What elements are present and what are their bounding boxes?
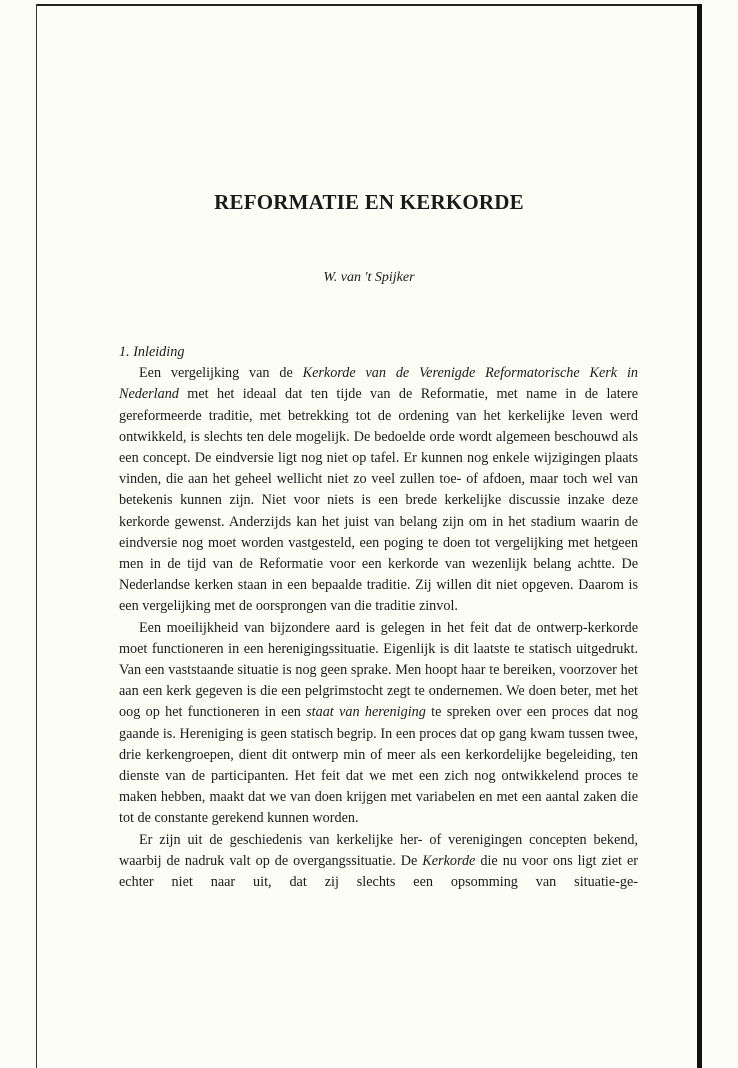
emphasized-text: Kerkorde van de Verenigde Reformatorische Kerk in Nederland: [119, 365, 638, 403]
scan-edge-top: [36, 4, 702, 6]
section-heading: [119, 342, 638, 363]
scan-edge-right: [697, 4, 702, 1068]
article-title: REFORMATIE EN KERKORDE: [214, 190, 524, 214]
section-title: Inleiding: [133, 344, 185, 360]
paragraph-1: [119, 363, 638, 617]
article-body: [119, 342, 638, 893]
text-run: die nu voor ons ligt ziet er echter niet naar uit, dat zij slechts een opsomming van situatie-ge-: [119, 852, 638, 891]
paragraph-2: [119, 618, 638, 830]
section-number: 1.: [119, 344, 130, 360]
text-run: te spreken over een proces dat nog gaande is. Hereniging is geen statisch begrip. In een proces dat op gang kwam tussen twee, drie kerkengroepen, dient dit ontwerp min of meer als een kerkordelijke begeleiding, ten dienste van de participanten. Het feit dat we met een zich nog ontwikkelend proces te maken hebben, maakt dat we van doen krijgen met variabelen en met een aantal zaken die tot de constante gerekend kunnen worden.: [119, 704, 638, 827]
text-run: Een vergelijking van de: [139, 365, 303, 382]
text-run: Een moeilijkheid van bijzondere aard is gelegen in het feit dat de ontwerp-kerkorde moet functioneren in een herenigingssituatie. Eigenlijk is dit laatste te statisch uitgedrukt. Van een vaststaande situatie is nog geen sprake. Men hoopt haar te bereiken, voorzover het aan een kerk gegeven is die een pelgrimstocht zegt te ondernemen. We doen beter, met het oog op het functioneren in een: [119, 619, 638, 721]
scan-edge-left: [36, 4, 37, 1068]
paragraph-3: [119, 830, 638, 894]
emphasized-text: Kerkorde: [422, 852, 476, 869]
author-name: W. van 't Spijker: [323, 270, 415, 285]
emphasized-text: staat van hereniging: [306, 704, 426, 721]
text-run: met het ideaal dat ten tijde van de Reformatie, met name in de latere gereformeerde traditie, met betrekking tot de ordening van het kerkelijke leven werd ontwikkeld, is slechts ten dele mogelijk. De bedoelde orde wordt algemeen beschouwd als een concept. De eindversie ligt nog niet op tafel. Er kunnen nog enkele wijzigingen plaats vinden, die aan het geheel wellicht niet zo veel zullen toe- of afdoen, maar toch wel van betekenis kunnen zijn. Niet voor niets is een brede kerkelijke discussie inzake deze kerkorde gewenst. Anderzijds kan het juist van belang zijn om in het stadium waarin de eindversie nog moet worden vastgesteld, een poging te doen tot vergelijking met hetgeen men in de tijd van de Reformatie voor een kerkorde van wezenlijk belang achtte. De Nederlandse kerken staan in een bepaalde traditie. Zij willen dit niet opgeven. Daarom is een vergelijking met de oorsprongen van die traditie zinvol.: [119, 386, 638, 615]
text-run: Er zijn uit de geschiedenis van kerkelijke her- of verenigingen concepten bekend, waarbij de nadruk valt op de overgangssituatie. De: [119, 831, 638, 869]
